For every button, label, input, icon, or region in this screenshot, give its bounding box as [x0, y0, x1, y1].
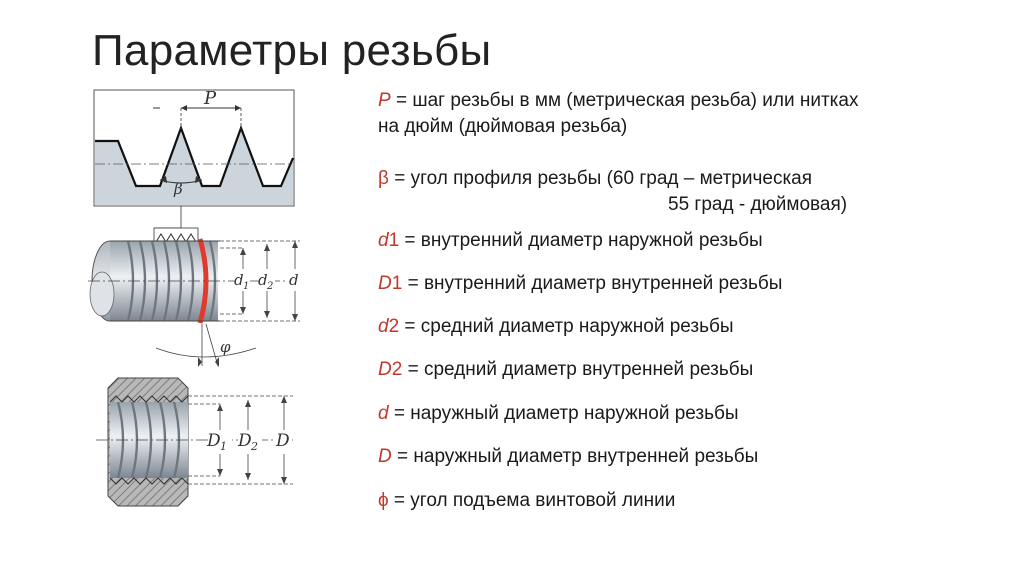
- definition-d: [378, 401, 739, 427]
- definition-symbol: P: [378, 90, 391, 111]
- d2-label: d: [258, 271, 268, 289]
- definition-D1: [378, 271, 782, 297]
- definition-P: [378, 88, 858, 140]
- page-title: Параметры резьбы: [92, 26, 492, 75]
- thread-diagram-svg: [88, 86, 328, 526]
- definition-text: = угол подъема винтовой линии: [388, 490, 676, 511]
- d1-label: d: [234, 271, 244, 289]
- definition-symbol: D: [378, 273, 392, 294]
- D-label: D: [276, 431, 290, 451]
- definition-symbol: D: [378, 446, 392, 467]
- definition-D2: [378, 357, 753, 383]
- definition-text-continued: 55 град - дюймовая): [668, 194, 848, 215]
- definition-symbol-tail: 2: [391, 359, 403, 380]
- phi-label: φ: [220, 338, 231, 356]
- definition-symbol: d: [378, 316, 389, 337]
- definition-text: = наружный диаметр внутренней резьбы: [391, 446, 759, 467]
- definition-symbol: D: [378, 359, 392, 380]
- definition-text: = внутренний диаметр внутренней резьбы: [402, 273, 783, 294]
- definition-text-continued: на дюйм (дюймовая резьба): [378, 116, 628, 137]
- pitch-label: P: [204, 88, 217, 109]
- D1-label: D: [207, 431, 221, 451]
- definition-phi: [378, 488, 675, 514]
- definition-text: = шаг резьбы в мм (метрическая резьба) или нитках: [390, 90, 859, 111]
- thread-profile: [94, 88, 294, 228]
- definition-symbol: d: [378, 230, 389, 251]
- definition-symbol: ϕ: [378, 490, 389, 511]
- D1-sub: 1: [220, 440, 227, 453]
- definition-d2: [378, 314, 734, 340]
- d-label: d: [289, 271, 299, 289]
- beta-label: β: [174, 180, 183, 198]
- definition-symbol-tail: 1: [391, 273, 403, 294]
- thread-diagram: [88, 86, 328, 526]
- definition-text: = внутренний диаметр наружной резьбы: [399, 230, 763, 251]
- bolt-illustration: [88, 228, 303, 367]
- d1-sub: 1: [243, 281, 250, 292]
- D2-label: D: [238, 431, 252, 451]
- definition-d1: [378, 228, 763, 254]
- definition-symbol: d: [378, 403, 389, 424]
- definition-text: = средний диаметр наружной резьбы: [399, 316, 734, 337]
- D2-sub: 2: [251, 440, 258, 453]
- definition-symbol: β: [378, 168, 389, 189]
- definition-text: = угол профиля резьбы (60 град – метрическая: [388, 168, 813, 189]
- d2-sub: 2: [267, 281, 274, 292]
- nut-illustration: [96, 378, 293, 506]
- definition-D: [378, 444, 758, 470]
- definition-symbol-tail: 1: [388, 230, 400, 251]
- definition-symbol-tail: 2: [388, 316, 400, 337]
- definition-text: = средний диаметр внутренней резьбы: [402, 359, 754, 380]
- definition-beta: [378, 166, 847, 218]
- definition-text: = наружный диаметр наружной резьбы: [388, 403, 739, 424]
